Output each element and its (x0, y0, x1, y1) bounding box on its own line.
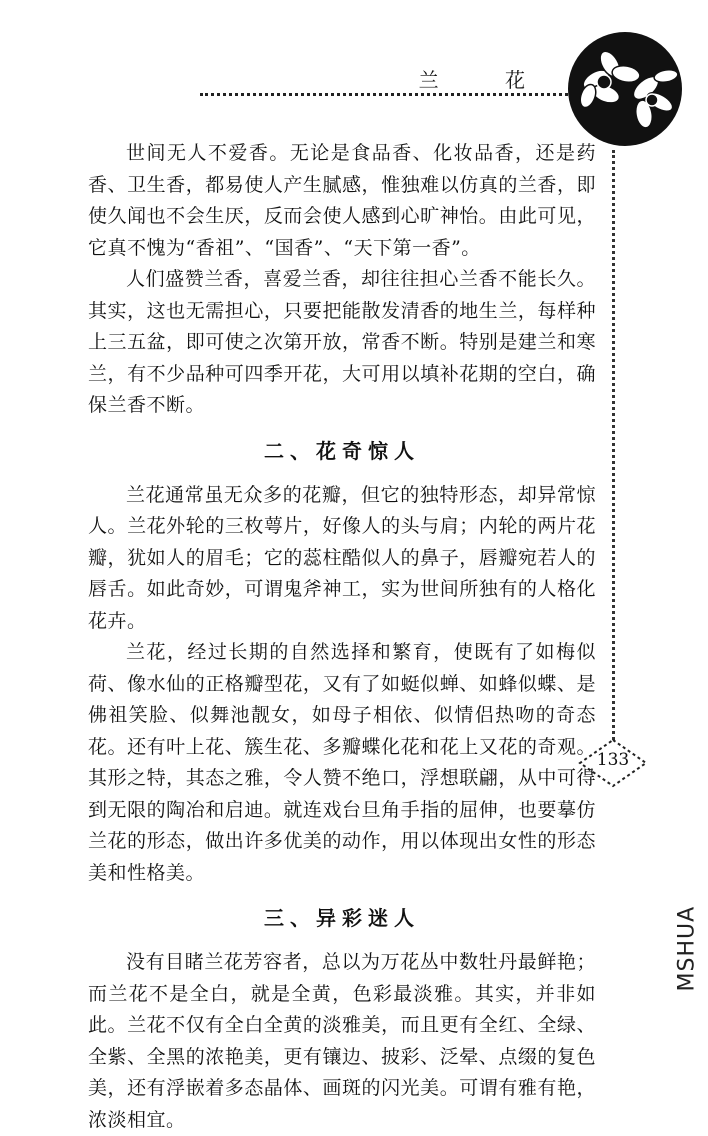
paragraph: 没有目睹兰花芳容者，总以为万花丛中数牡丹最鲜艳；而兰花不是全白，就是全黄，色彩最淡雅。其实，并非如此。兰花不仅有全白全黄的淡雅美，而且更有全红、全绿、全紫、全黑的浓艳美，更有镶边、披彩、泛晕、点缀的复色美，还有浮嵌着多态晶体、画斑的闪光美。可谓有雅有艳，浓淡相宜。 (88, 951, 596, 1131)
header-title: 兰 花 (418, 68, 555, 92)
dotted-chain-border (612, 150, 615, 740)
paragraph: 兰花通常虽无众多的花瓣，但它的独特形态，却异常惊人。兰花外轮的三枚萼片，好像人的头与肩；内轮的两片花瓣，犹如人的眉毛；它的蕊柱酷似人的鼻子，唇瓣宛若人的唇舌。如此奇妙，可谓鬼斧神工，实为世间所独有的人格化花卉。 (88, 483, 596, 632)
running-header (200, 62, 585, 96)
flower-emblem-icon (566, 30, 684, 148)
paragraph: 兰花，经过长期的自然选择和繁育，使既有了如梅似荷、像水仙的正格瓣型花，又有了如蜓似蝉、如蜂似蝶、是佛祖笑脸、似舞池靓女，如母子相依、似情侣热吻的奇态花。还有叶上花、簇生花、多瓣蝶化花和花上又花的奇观。其形之特，其态之雅，令人赞不绝口，浮想联翩，从中可得到无限的陶冶和启迪。就连戏台旦角手指的屈伸，也要摹仿兰花的形态，做出许多优美的动作，用以体现出女性的形态美和性格美。 (88, 641, 596, 884)
page-body (88, 138, 596, 1136)
watermark-text: MSHUA (674, 905, 700, 992)
section-heading: 三、异彩迷人 (264, 906, 420, 930)
paragraph: 世间无人不爱香。无论是食品香、化妆品香，还是药香、卫生香，都易使人产生腻感，惟独难以仿真的兰香，即使久闻也不会生厌，反而会使人感到心旷神怡。由此可见，它真不愧为“香祖”、“国香”、“天下第一香”。 (88, 142, 596, 259)
page-number: 133 (596, 750, 630, 770)
header-dotted-rule (200, 93, 585, 96)
paragraph: 人们盛赞兰香，喜爱兰香，却往往担心兰香不能长久。其实，这也无需担心，只要把能散发清香的地生兰，每样种上三五盆，即可使之次第开放，常香不断。特别是建兰和寒兰，有不少品种可四季开花，大可用以填补花期的空白，确保兰香不断。 (88, 268, 596, 416)
section-heading: 二、花奇惊人 (264, 438, 420, 463)
watermark (672, 884, 702, 994)
